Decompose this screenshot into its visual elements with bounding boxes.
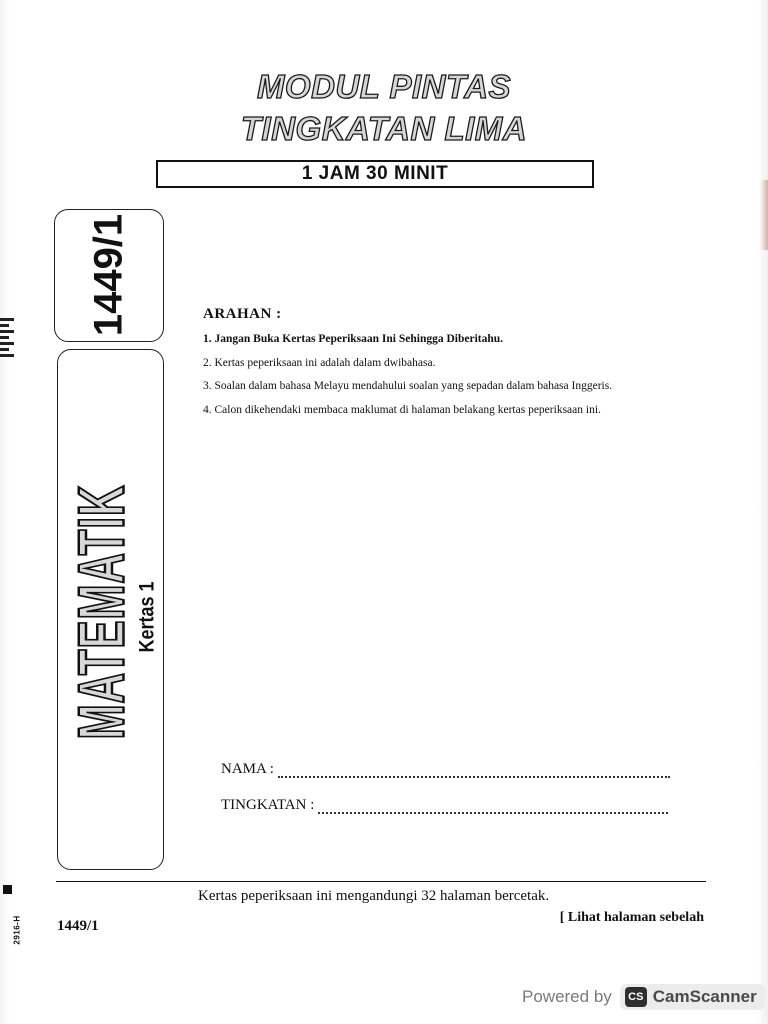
pages-note: Kertas peperiksaan ini mengandungi 32 halaman bercetak. bbox=[198, 888, 550, 904]
binding-mark bbox=[0, 318, 14, 368]
form-label: TINGKATAN : bbox=[221, 797, 315, 813]
next-page-note: [ Lihat halaman sebelah bbox=[559, 910, 704, 925]
paper-code-vertical: 1449/1 bbox=[86, 213, 131, 337]
watermark-brand-chip bbox=[620, 984, 765, 1010]
name-field bbox=[221, 761, 670, 778]
instructions-heading: ARAHAN : bbox=[203, 306, 282, 322]
watermark-powered-by: Powered by bbox=[522, 987, 612, 1006]
instruction-item: 3. Soalan dalam bahasa Melayu mendahului soalan yang sepadan dalam bahasa Inggeris. bbox=[203, 380, 613, 392]
instructions-list bbox=[203, 333, 612, 427]
form-field bbox=[221, 797, 668, 814]
duration-box bbox=[156, 160, 594, 188]
duration-text: 1 JAM 30 MINIT bbox=[301, 163, 449, 184]
module-title-line2: TINGKATAN LIMA bbox=[240, 110, 528, 147]
footer-divider bbox=[56, 881, 706, 882]
camscanner-logo-icon: CS bbox=[625, 987, 647, 1007]
scan-edge-smudge bbox=[760, 180, 768, 250]
watermark-brand: CamScanner bbox=[652, 987, 757, 1006]
camscanner-watermark bbox=[522, 982, 765, 1012]
module-title-line1: MODUL PINTAS bbox=[256, 68, 512, 105]
paper-number-vertical: Kertas 1 bbox=[134, 581, 159, 653]
instruction-item: 2. Kertas peperiksaan ini adalah dalam dwibahasa. bbox=[203, 356, 436, 369]
footer-paper-code: 1449/1 bbox=[57, 918, 99, 934]
name-dotted-line bbox=[278, 764, 670, 778]
print-mark bbox=[3, 885, 12, 894]
subject-title-vertical: MATEMATIK bbox=[64, 484, 138, 740]
print-code-vertical: 2916-H bbox=[12, 915, 22, 945]
instruction-item: 4. Calon dikehendaki membaca maklumat di halaman belakang kertas peperiksaan ini. bbox=[203, 403, 601, 416]
name-label: NAMA : bbox=[221, 761, 274, 777]
form-dotted-line bbox=[318, 800, 668, 814]
instruction-item: 1. Jangan Buka Kertas Peperiksaan Ini Sehingga Diberitahu. bbox=[203, 333, 504, 345]
